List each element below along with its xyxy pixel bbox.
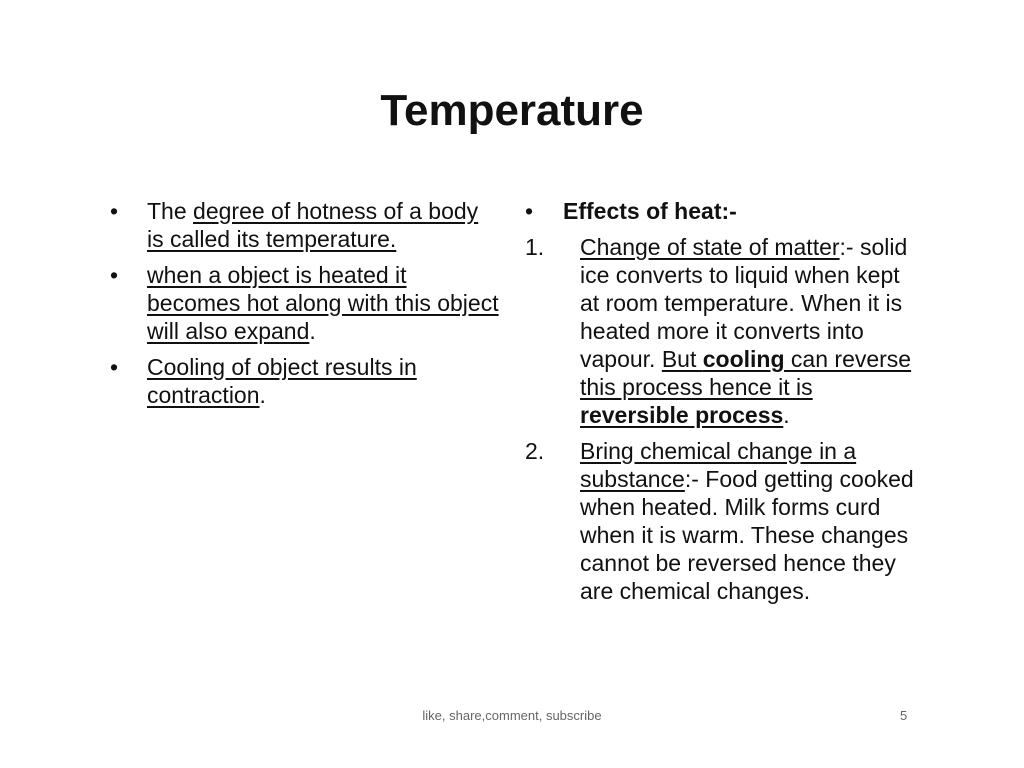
text-segment: Effects of heat:-: [563, 198, 737, 224]
text-segment: .: [783, 402, 790, 428]
left_bullets-item: [110, 353, 500, 409]
text-segment: Cooling of object results in contraction: [147, 354, 417, 408]
page-number: 5: [900, 708, 908, 723]
right_items-item: [525, 437, 915, 605]
left-column: [110, 197, 500, 417]
list-marker: •: [110, 354, 119, 380]
list-item-text: [147, 353, 500, 409]
text-segment: :- Food getting cooked when heated. Milk forms curd when it is warm. These changes cannot be reversed hence they are chemical changes.: [580, 466, 914, 604]
list-item-text: [580, 233, 915, 429]
list-marker: 2.: [525, 438, 545, 464]
left_bullets-item: [110, 197, 500, 253]
text-segment: :- solid ice converts to liquid when kept at room temperature. When it is heated more it converts into vapour.: [580, 234, 908, 372]
list-marker: •: [110, 262, 119, 288]
text-segment: reversible process: [580, 402, 784, 428]
right_items-item: [525, 233, 915, 429]
text-segment: Bring chemical change in a substance: [580, 438, 857, 492]
list-item-text: [580, 437, 915, 605]
text-segment: But: [661, 346, 703, 372]
left_bullets-item: [110, 261, 500, 345]
text-segment: Change of state of matter: [580, 234, 840, 260]
text-segment: .: [309, 318, 316, 344]
right_items-item: [525, 197, 915, 225]
text-segment: cooling: [702, 346, 785, 372]
text-segment: can reverse this process hence it is: [580, 346, 912, 400]
list-marker: •: [525, 198, 534, 224]
text-segment: degree of hotness of a body is called its temperature.: [147, 198, 479, 252]
list-item-text: [147, 197, 500, 253]
list-item-text: [147, 261, 500, 345]
text-segment: The: [147, 198, 194, 224]
list-marker: 1.: [525, 234, 545, 260]
text-segment: when a object is heated it becomes hot along with this object will also expand: [147, 262, 499, 344]
slide-title: Temperature: [380, 86, 644, 135]
right-column: [525, 197, 915, 613]
list-marker: •: [110, 198, 119, 224]
text-segment: .: [259, 382, 266, 408]
list-item-text: [563, 197, 915, 225]
footer-text: like, share,comment, subscribe: [422, 708, 602, 723]
